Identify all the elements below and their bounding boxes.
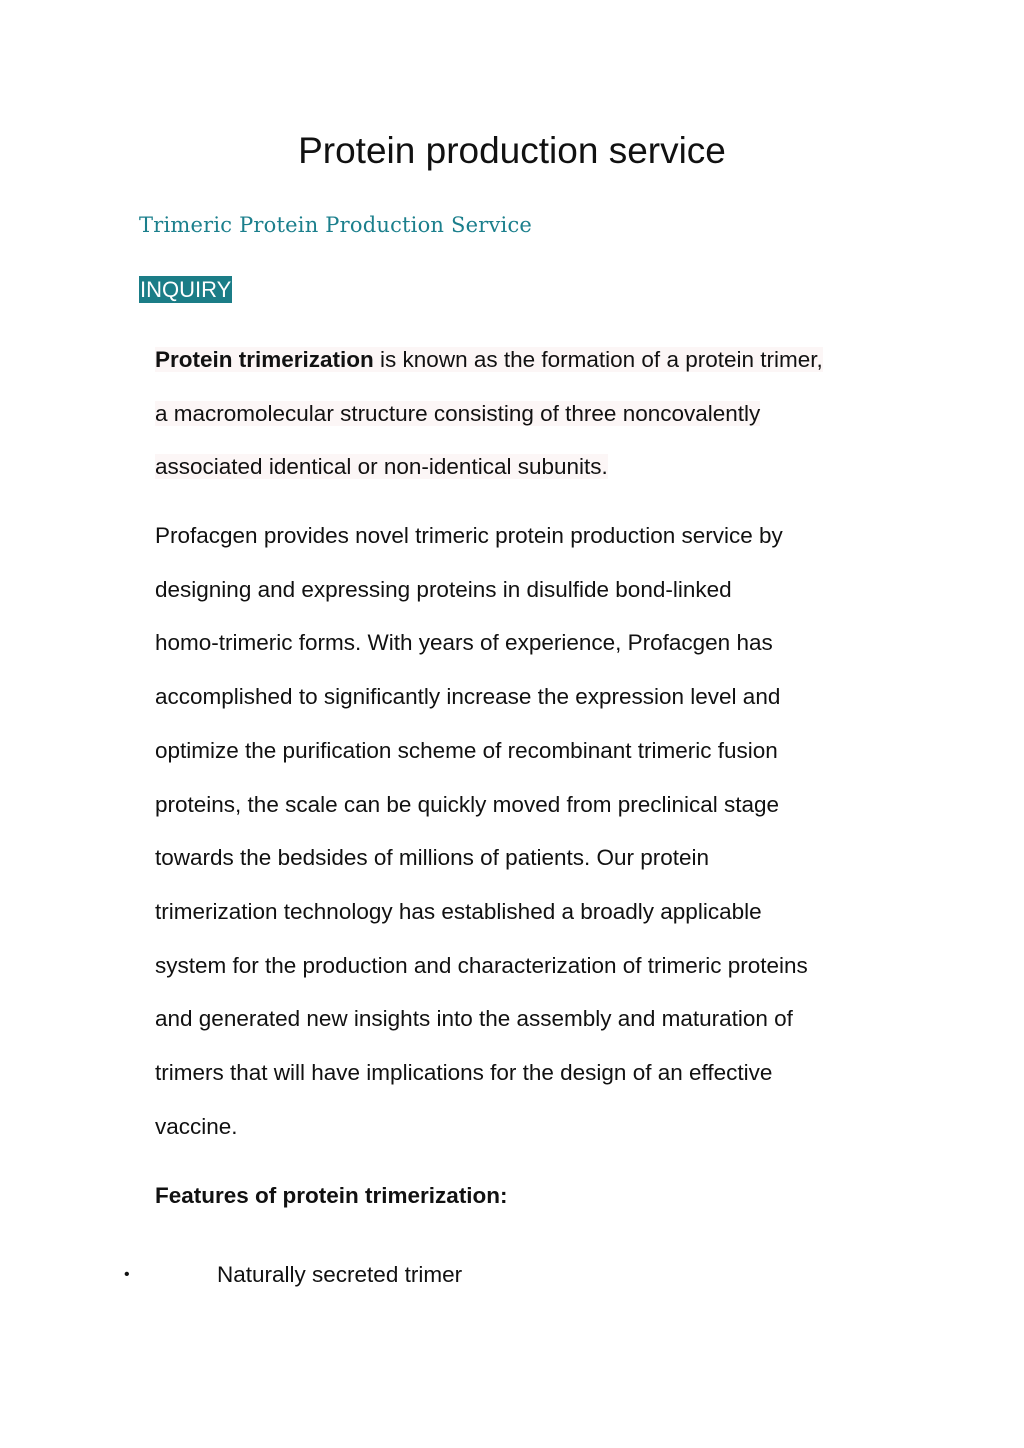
description-line: Profacgen provides novel trimeric protein production service by [155,523,783,548]
intro-paragraph [155,333,895,494]
intro-term: Protein trimerization [155,347,374,372]
description-line: system for the production and characterization of trimeric proteins [155,952,808,978]
description-line: towards the bedsides of millions of patients. Our protein [155,845,710,871]
feature-text: Naturally secreted trimer [217,1262,463,1287]
description-line: designing and expressing proteins in disulfide bond-linked [155,576,732,602]
description-paragraph [155,509,885,1153]
bullet-icon: • [124,1266,130,1283]
intro-line-1-text: is known as the formation of a protein trimer, [373,347,823,372]
description-line: optimize the purification scheme of recombinant trimeric fusion [155,737,778,763]
intro-line-3: associated identical or non-identical subunits. [155,454,608,480]
description-line: accomplished to significantly increase the expression level and [155,684,781,710]
description-line: vaccine. [155,1113,238,1139]
description-line: proteins, the scale can be quickly moved from preclinical stage [155,791,780,817]
description-line: and generated new insights into the assembly and maturation of [155,1006,793,1032]
service-subtitle: Trimeric Protein Production Service [139,213,533,237]
inquiry-button[interactable]: INQUIRY [140,277,232,302]
features-heading: Features of protein trimerization: [155,1183,508,1208]
description-line: trimerization technology has established a broadly applicable [155,898,762,924]
page-title: Protein production service [298,130,726,171]
intro-line-1 [155,347,823,372]
intro-line-2: a macromolecular structure consisting of three noncovalently [155,400,761,426]
description-line: trimers that will have implications for the design of an effective [155,1060,773,1086]
description-line: homo-trimeric forms. With years of experience, Profacgen has [155,630,773,656]
